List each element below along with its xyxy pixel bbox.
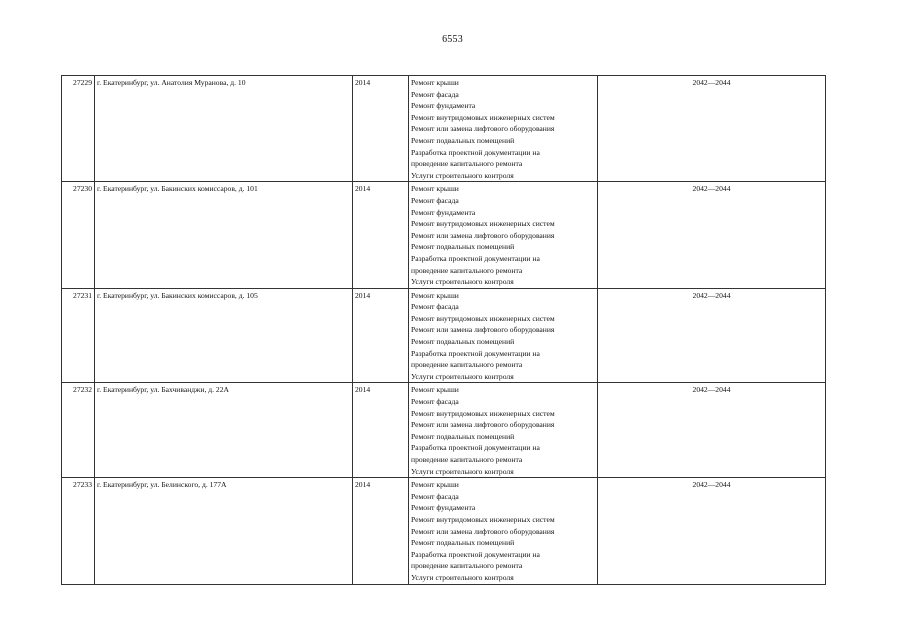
- row-works: [409, 288, 598, 383]
- row-period: 2042—2044: [598, 478, 826, 584]
- works-list: [411, 183, 595, 287]
- row-works: [409, 76, 598, 182]
- row-address: г. Екатеринбург, ул. Бакинских комиссаров, д. 105: [95, 288, 353, 383]
- row-year: 2014: [353, 182, 409, 288]
- table-row: [62, 288, 826, 383]
- work-item: проведение капитального ремонта: [411, 455, 523, 464]
- work-item: Ремонт внутридомовых инженерных систем: [411, 313, 555, 323]
- work-item: Ремонт фасада: [411, 491, 459, 501]
- work-item: Ремонт фасада: [411, 89, 459, 99]
- work-item: Ремонт фундамента: [411, 503, 476, 513]
- work-item: Услуги строительного контроля: [411, 572, 514, 582]
- page-number: 6553: [442, 34, 463, 45]
- work-item: Ремонт фундамента: [411, 101, 476, 111]
- row-id: 27230: [62, 182, 95, 288]
- row-id: 27233: [62, 478, 95, 584]
- row-period: 2042—2044: [598, 182, 826, 288]
- work-item: проведение капитального ремонта: [411, 360, 523, 370]
- work-item: Ремонт крыши: [411, 290, 459, 300]
- row-year: 2014: [353, 76, 409, 182]
- work-item: Ремонт или замена лифтового оборудования: [411, 124, 555, 134]
- work-item: Ремонт фасада: [411, 397, 459, 407]
- work-item: Ремонт подвальных помещений: [411, 337, 515, 347]
- work-item: Разработка проектной документации на: [411, 443, 540, 453]
- work-item: Ремонт подвальных помещений: [411, 242, 515, 252]
- work-item: Ремонт подвальных помещений: [411, 135, 515, 145]
- row-address: г. Екатеринбург, ул. Анатолия Муранова, д. 10: [95, 76, 353, 182]
- work-item: Ремонт подвальных помещений: [411, 538, 515, 548]
- table-row: [62, 76, 826, 182]
- work-item: Услуги строительного контроля: [411, 466, 514, 476]
- work-item: Ремонт фундамента: [411, 207, 476, 217]
- work-item: Ремонт или замена лифтового оборудования: [411, 420, 555, 430]
- work-item: Ремонт внутридомовых инженерных систем: [411, 112, 555, 122]
- row-period: 2042—2044: [598, 383, 826, 478]
- works-list: [411, 479, 595, 583]
- work-item: проведение капитального ремонта: [411, 159, 523, 169]
- work-item: Ремонт внутридомовых инженерных систем: [411, 219, 555, 229]
- row-address: г. Екатеринбург, ул. Белинского, д. 177А: [95, 478, 353, 584]
- row-period: 2042—2044: [598, 76, 826, 182]
- work-item: Разработка проектной документации на: [411, 253, 540, 263]
- work-item: Ремонт крыши: [411, 78, 459, 87]
- work-item: Ремонт или замена лифтового оборудования: [411, 526, 555, 536]
- table-row: [62, 383, 826, 478]
- work-item: Ремонт крыши: [411, 480, 459, 490]
- row-period: 2042—2044: [598, 288, 826, 383]
- work-item: Ремонт фасада: [411, 302, 459, 312]
- work-item: Ремонт подвальных помещений: [411, 431, 515, 441]
- row-id: 27232: [62, 383, 95, 478]
- work-item: Ремонт внутридомовых инженерных систем: [411, 514, 555, 524]
- table-row: [62, 478, 826, 584]
- work-item: Разработка проектной документации на: [411, 549, 540, 559]
- row-address: г. Екатеринбург, ул. Бакинских комиссаров, д. 101: [95, 182, 353, 288]
- row-works: [409, 182, 598, 288]
- row-works: [409, 383, 598, 478]
- row-id: 27229: [62, 76, 95, 182]
- repair-schedule-table: [61, 75, 826, 585]
- work-item: Разработка проектной документации на: [411, 348, 540, 358]
- work-item: проведение капитального ремонта: [411, 561, 523, 571]
- work-item: Ремонт внутридомовых инженерных систем: [411, 408, 555, 418]
- works-list: [411, 290, 595, 383]
- work-item: Ремонт или замена лифтового оборудования: [411, 230, 555, 240]
- row-address: г. Екатеринбург, ул. Бахчиванджи, д. 22А: [95, 383, 353, 478]
- work-item: Разработка проектной документации на: [411, 147, 540, 157]
- work-item: Услуги строительного контроля: [411, 371, 514, 381]
- works-list: [411, 384, 595, 477]
- work-item: Ремонт фасада: [411, 195, 459, 205]
- work-item: Ремонт или замена лифтового оборудования: [411, 325, 555, 335]
- row-id: 27231: [62, 288, 95, 383]
- work-item: Услуги строительного контроля: [411, 277, 514, 287]
- work-item: Ремонт крыши: [411, 184, 459, 194]
- work-item: Услуги строительного контроля: [411, 170, 514, 180]
- row-year: 2014: [353, 383, 409, 478]
- table-row: [62, 182, 826, 288]
- work-item: проведение капитального ремонта: [411, 265, 523, 275]
- row-year: 2014: [353, 288, 409, 383]
- works-list: [411, 77, 595, 181]
- row-year: 2014: [353, 478, 409, 584]
- work-item: Ремонт крыши: [411, 385, 459, 395]
- row-works: [409, 478, 598, 584]
